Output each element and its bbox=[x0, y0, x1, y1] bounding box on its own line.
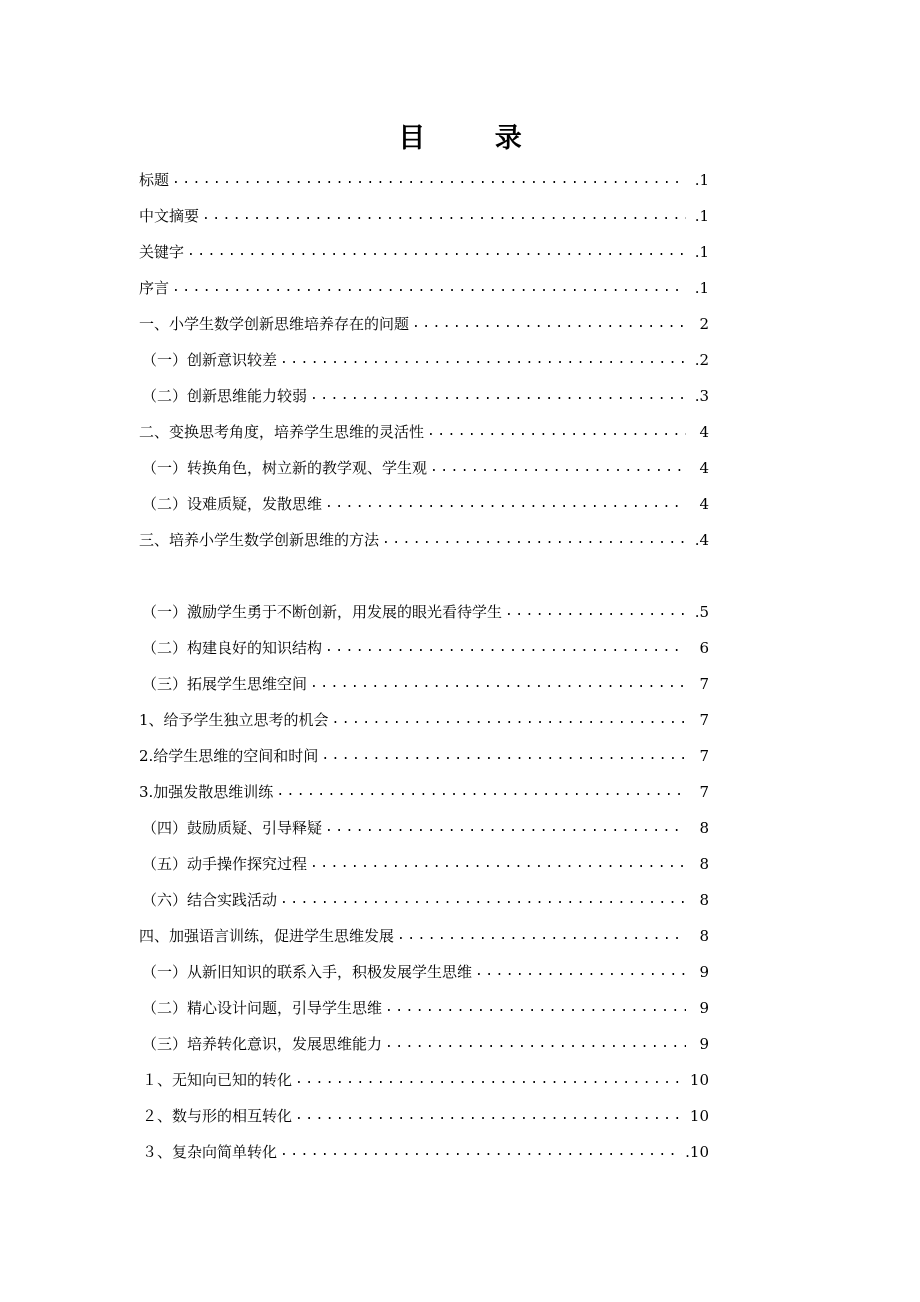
toc-entry bbox=[139, 634, 709, 658]
toc-entry-label: 3.加强发散思维训练 bbox=[139, 783, 274, 801]
toc-entry-label: 标题 bbox=[139, 171, 170, 189]
toc-entry-page: 8 bbox=[699, 855, 709, 873]
toc-entry-page: 7 bbox=[699, 711, 709, 729]
toc-entry bbox=[139, 274, 709, 298]
page-title: 目 录 bbox=[398, 123, 552, 154]
leader-dots bbox=[325, 638, 686, 658]
toc-entry-label: 序言 bbox=[139, 279, 170, 297]
toc-entry-label: （五）动手操作探究过程 bbox=[142, 855, 308, 873]
toc-entry-label: （六）结合实践活动 bbox=[142, 891, 278, 909]
toc-entry-page: .5 bbox=[694, 603, 709, 621]
toc-entry bbox=[139, 1030, 709, 1054]
toc-entry bbox=[139, 994, 709, 1018]
leader-dots bbox=[385, 1034, 686, 1054]
toc-entry-label: 关键字 bbox=[139, 243, 185, 261]
leader-dots bbox=[172, 170, 686, 190]
toc-entry bbox=[139, 310, 709, 334]
leader-dots bbox=[397, 926, 686, 946]
toc-entry-page: 9 bbox=[699, 999, 709, 1017]
toc-entry-page: .1 bbox=[694, 207, 709, 225]
toc-entry bbox=[139, 1066, 709, 1090]
toc-entry-page: .4 bbox=[694, 531, 709, 549]
toc-entry bbox=[139, 346, 709, 370]
toc-entry bbox=[139, 706, 709, 730]
leader-dots bbox=[412, 314, 686, 334]
toc-entry-page: .3 bbox=[694, 387, 709, 405]
toc-entry-label: （四）鼓励质疑、引导释疑 bbox=[142, 819, 323, 837]
leader-dots bbox=[172, 278, 686, 298]
toc-entry-page: 10 bbox=[689, 1071, 709, 1089]
leader-dots bbox=[276, 782, 686, 802]
toc-entry-page: .10 bbox=[685, 1143, 709, 1161]
toc-entry-page: 9 bbox=[699, 963, 709, 981]
leader-dots bbox=[295, 1070, 686, 1090]
toc-entry-page: 4 bbox=[699, 459, 709, 477]
toc-entry bbox=[139, 886, 709, 910]
toc-entry-page: 7 bbox=[699, 675, 709, 693]
toc-entry bbox=[139, 526, 709, 550]
toc-entry bbox=[139, 418, 709, 442]
leader-dots bbox=[310, 674, 686, 694]
leader-dots bbox=[280, 1142, 682, 1162]
toc-entry bbox=[139, 598, 709, 622]
toc-entry bbox=[139, 166, 709, 190]
toc-entry-page: 8 bbox=[699, 927, 709, 945]
toc-entry bbox=[139, 850, 709, 874]
toc-entry-label: （一）转换角色，树立新的教学观、学生观 bbox=[142, 459, 428, 477]
toc-entry-page: 10 bbox=[689, 1107, 709, 1125]
toc-entry-page: 6 bbox=[699, 639, 709, 657]
toc-entry bbox=[139, 958, 709, 982]
leader-dots bbox=[385, 998, 686, 1018]
toc-entry bbox=[139, 778, 709, 802]
leader-dots bbox=[332, 710, 686, 730]
toc-entry bbox=[139, 202, 709, 226]
toc-entry-page: 9 bbox=[699, 1035, 709, 1053]
leader-dots bbox=[280, 890, 686, 910]
leader-dots bbox=[295, 1106, 686, 1126]
toc-entry-label: １、无知向已知的转化 bbox=[142, 1071, 293, 1089]
toc-entry-label: （三）拓展学生思维空间 bbox=[142, 675, 308, 693]
toc-entry bbox=[139, 490, 709, 514]
toc-entry-label: ２、数与形的相互转化 bbox=[142, 1107, 293, 1125]
toc-entry bbox=[139, 1102, 709, 1126]
toc-entry-page: .1 bbox=[694, 171, 709, 189]
toc-entry bbox=[139, 814, 709, 838]
toc-entry bbox=[139, 1138, 709, 1162]
leader-dots bbox=[475, 962, 686, 982]
toc-entry-page: 8 bbox=[699, 891, 709, 909]
leader-dots bbox=[280, 350, 686, 370]
toc-entry-page: 8 bbox=[699, 819, 709, 837]
toc-entry-page: .1 bbox=[694, 279, 709, 297]
toc-entry-label: 中文摘要 bbox=[139, 207, 200, 225]
toc-entry-label: 三、培养小学生数学创新思维的方法 bbox=[139, 531, 380, 549]
toc-entry-label: （三）培养转化意识，发展思维能力 bbox=[142, 1035, 383, 1053]
toc-entry bbox=[139, 454, 709, 478]
toc-entry-page: 4 bbox=[699, 423, 709, 441]
toc-entry-page: 7 bbox=[699, 747, 709, 765]
leader-dots bbox=[202, 206, 686, 226]
toc-entry-label: 1、给予学生独立思考的机会 bbox=[139, 711, 329, 729]
leader-dots bbox=[321, 746, 686, 766]
toc-entry-label: 一、小学生数学创新思维培养存在的问题 bbox=[139, 315, 410, 333]
toc-entry-label: （二）设难质疑，发散思维 bbox=[142, 495, 323, 513]
toc-entry bbox=[139, 382, 709, 406]
toc-entry bbox=[139, 670, 709, 694]
toc-entry bbox=[139, 922, 709, 946]
leader-dots bbox=[310, 386, 686, 406]
leader-dots bbox=[325, 818, 686, 838]
leader-dots bbox=[430, 458, 686, 478]
toc-entry-label: （一）从新旧知识的联系入手，积极发展学生思维 bbox=[142, 963, 473, 981]
toc-entry-page: 2 bbox=[699, 315, 709, 333]
toc-entry-label: ３、复杂向简单转化 bbox=[142, 1143, 278, 1161]
leader-dots bbox=[310, 854, 686, 874]
toc-entry-label: 四、加强语言训练，促进学生思维发展 bbox=[139, 927, 395, 945]
toc-entry-label: 二、变换思考角度，培养学生思维的灵活性 bbox=[139, 423, 425, 441]
leader-dots bbox=[427, 422, 686, 442]
toc-entry-label: （二）构建良好的知识结构 bbox=[142, 639, 323, 657]
toc-entry-label: （二）创新思维能力较弱 bbox=[142, 387, 308, 405]
toc-entry-label: （二）精心设计问题，引导学生思维 bbox=[142, 999, 383, 1017]
toc-entry-label: 2.给学生思维的空间和时间 bbox=[139, 747, 319, 765]
leader-dots bbox=[505, 602, 686, 622]
toc-entry-page: .1 bbox=[694, 243, 709, 261]
toc-entry bbox=[139, 742, 709, 766]
toc-entry-label: （一）创新意识较差 bbox=[142, 351, 278, 369]
leader-dots bbox=[325, 494, 686, 514]
toc-entry-label: （一）激励学生勇于不断创新，用发展的眼光看待学生 bbox=[142, 603, 503, 621]
toc-entry-page: .2 bbox=[694, 351, 709, 369]
leader-dots bbox=[187, 242, 686, 262]
toc-entry-page: 7 bbox=[699, 783, 709, 801]
toc-entry-page: 4 bbox=[699, 495, 709, 513]
toc-entry bbox=[139, 238, 709, 262]
leader-dots bbox=[382, 530, 686, 550]
